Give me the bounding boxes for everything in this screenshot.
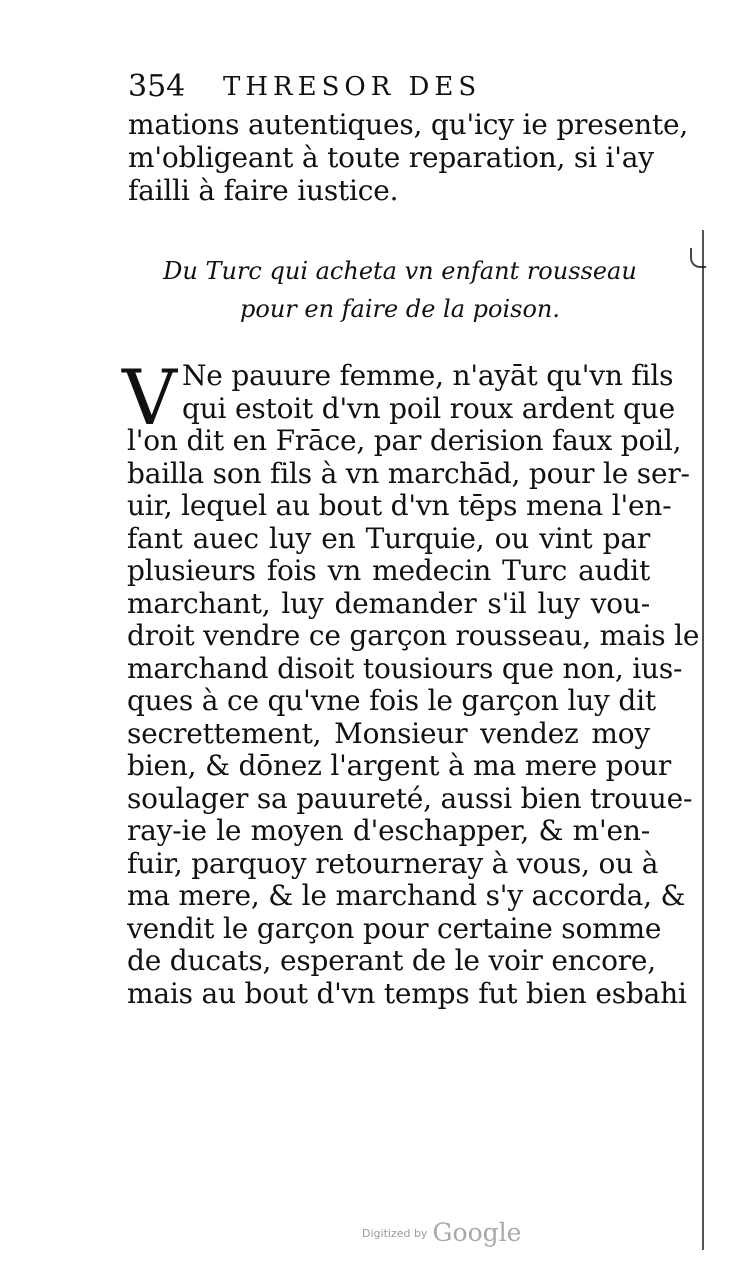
drop-capital: V: [122, 353, 177, 442]
page-header: [128, 70, 648, 106]
intro-paragraph: [128, 108, 689, 207]
watermark-prefix: Digitized by: [362, 1227, 428, 1240]
body-paragraph: [127, 359, 700, 1010]
text-line: de ducats, esperant de le voir encore,: [127, 944, 656, 977]
page-edge-line: [702, 230, 710, 1250]
page-edge-mark: [690, 248, 706, 268]
text-line: fuir, parquoy retourneray à vous, ou à: [127, 846, 659, 880]
text-line: failli à faire iustice.: [128, 174, 399, 207]
text-line: fant auec luy en Turquie, ou vint par: [127, 521, 650, 555]
text-line: bailla son fils à vn marchād, pour le ser-: [127, 456, 690, 490]
text-line: vendit le garçon pour certaine somme: [127, 911, 662, 945]
google-logo: Google: [432, 1218, 522, 1247]
text-line: ques à ce qu'vne fois le garçon luy dit: [127, 684, 656, 717]
text-line: marchant, luy demander s'il luy vou-: [127, 586, 650, 620]
chapter-title-line-2: pour en faire de la poison.: [240, 295, 560, 323]
text-line: l'on dit en Frāce, par derision faux poil,: [127, 424, 682, 457]
text-line: m'obligeant à toute reparation, si i'ay: [128, 141, 654, 174]
text-line: ma mere, & le marchand s'y accorda, &: [127, 879, 686, 912]
text-line: plusieurs fois vn medecin Turc audit: [127, 554, 650, 587]
text-line: droit vendre ce garçon rousseau, mais le: [127, 619, 700, 652]
chapter-title-line-1: Du Turc qui acheta vn enfant rousseau: [163, 257, 637, 285]
text-line: secrettement, Monsieur vendez moy: [127, 716, 650, 750]
running-title: THRESOR DES: [223, 72, 482, 102]
digitized-watermark: [362, 1218, 521, 1247]
text-line: mais au bout d'vn temps fut bien esbahi: [127, 976, 687, 1010]
text-line: soulager sa pauureté, aussi bien trouue-: [127, 781, 693, 815]
text-line: mations autentiques, qu'icy ie presente,: [128, 108, 689, 141]
page-number: 354: [128, 69, 186, 104]
text-line: marchand disoit tousiours que non, ius-: [127, 651, 683, 685]
text-line: qui estoit d'vn poil roux ardent que: [182, 391, 675, 425]
text-line: ray-ie le moyen d'eschapper, & m'en-: [127, 814, 650, 847]
text-line: Ne pauure femme, n'ayāt qu'vn fils: [182, 359, 674, 392]
chapter-title: [150, 252, 650, 328]
text-line: bien, & dōnez l'argent à ma mere pour: [127, 749, 672, 782]
text-line: uir, lequel au bout d'vn tēps mena l'en-: [127, 489, 672, 522]
